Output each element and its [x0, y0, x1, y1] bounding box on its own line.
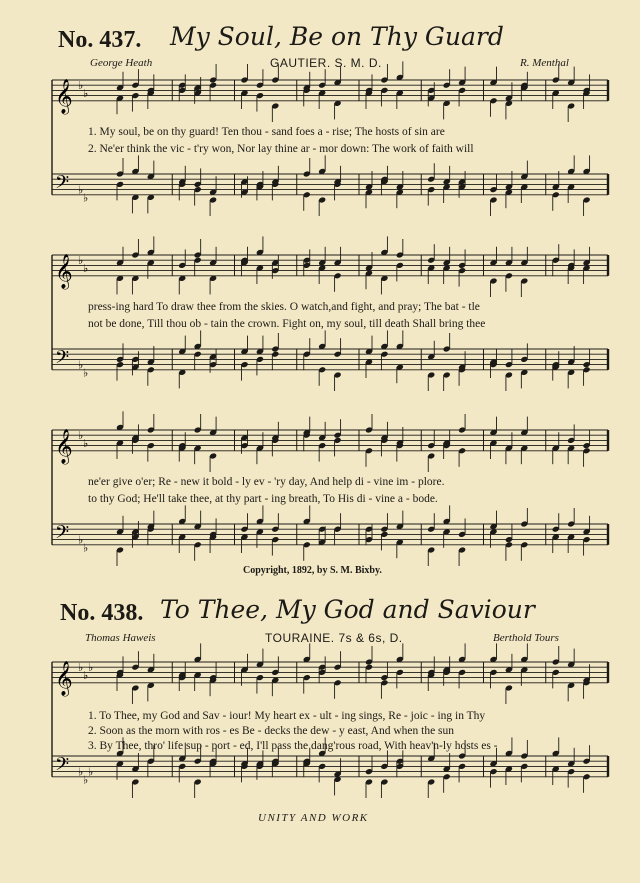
flat-icon: ♭ [78, 358, 84, 372]
hymn-437-tune: GAUTIER. S. M. D. [270, 56, 382, 70]
hymn-437-system-1-verse-1: 1. My soul, be on thy guard! Ten thou - sand foes a - rise; The hosts of sin are [88, 126, 445, 138]
note-heads [116, 411, 591, 566]
flat-icon: ♭ [78, 183, 84, 197]
hymn-437-system-3-verse-2: to thy God; He'll take thee, at thy part - ing breath, To His di - vine a - bode. [88, 493, 438, 505]
page-footer: UNITY AND WORK [258, 812, 369, 824]
bass-clef-icon: 𝄢 [55, 754, 70, 780]
flat-icon: ♭ [78, 765, 84, 779]
flat-icon: ♭ [78, 429, 84, 443]
hymn-437-system-2-verse-2: not be done, Till thou ob - tain the crown. Fight on, my soul, till death Shall bring thee [88, 318, 486, 330]
hymn-438-verse-3: 3. By Thee, thro' life sup - port - ed, I'll pass the dang'rous road, With heav'n-ly hosts es - [88, 740, 498, 752]
hymn-437-title: My Soul, Be on Thy Guard [170, 22, 504, 51]
hymn-438-title: To Thee, My God and Saviour [160, 595, 535, 624]
hymn-437-system-3-verse-1: ne'er give o'er; Re - new it bold - ly ev - 'ry day, And help di - vine im - plore. [88, 476, 445, 488]
hymn-437-number: No. 437. [58, 27, 142, 53]
flat-icon: ♭ [78, 533, 84, 547]
hymn-438-verse-1: 1. To Thee, my God and Sav - iour! My heart ex - ult - ing sings, Re - joic - ing in Thy [88, 710, 486, 722]
hymn-437-system-1-verse-2: 2. Ne'er think the vic - t'ry won, Nor lay thine ar - mor down: The work of faith will [88, 143, 474, 155]
treble-clef-icon: 𝄞 [55, 253, 73, 289]
treble-clef-icon: 𝄞 [55, 78, 73, 114]
flat-icon: ♭ [83, 191, 89, 205]
hymn-438-author: Thomas Haweis [85, 632, 156, 644]
flat-icon: ♭ [83, 773, 89, 787]
treble-clef-icon: 𝄞 [55, 660, 73, 696]
flat-icon: ♭ [83, 366, 89, 380]
flat-icon: ♭ [83, 669, 89, 682]
hymn-438-number: No. 438. [60, 600, 144, 626]
flat-icon: ♭ [83, 87, 89, 100]
note-heads [116, 61, 591, 216]
hymn-437-author: George Heath [90, 57, 153, 69]
hymn-437-composer: R. Menthal [520, 57, 569, 69]
flat-icon: ♭ [78, 79, 84, 93]
flat-icon: ♭ [78, 254, 84, 268]
flat-icon: ♭ [78, 661, 84, 675]
flat-icon: ♭ [83, 262, 89, 275]
flat-icon: ♭ [83, 541, 89, 555]
bass-clef-icon: 𝄢 [55, 522, 70, 548]
hymn-437-system-2-verse-1: press-ing hard To draw thee from the skies. O watch,and fight, and pray; The bat - tle [88, 301, 480, 313]
flat-icon: ♭ [88, 765, 94, 779]
hymn-437-copyright: Copyright, 1892, by S. M. Bixby. [243, 565, 382, 576]
bass-clef-icon: 𝄢 [55, 172, 70, 198]
flat-icon: ♭ [83, 437, 89, 450]
hymn-438-composer: Berthold Tours [493, 632, 559, 644]
flat-icon: ♭ [88, 661, 94, 675]
bass-clef-icon: 𝄢 [55, 347, 70, 373]
note-heads [116, 236, 591, 391]
hymn-438-verse-2: 2. Soon as the morn with ros - es Be - decks the dew - y east, And when the sun [88, 725, 455, 737]
treble-clef-icon: 𝄞 [55, 428, 73, 464]
hymn-438-tune: TOURAINE. 7s & 6s, D. [265, 631, 403, 645]
